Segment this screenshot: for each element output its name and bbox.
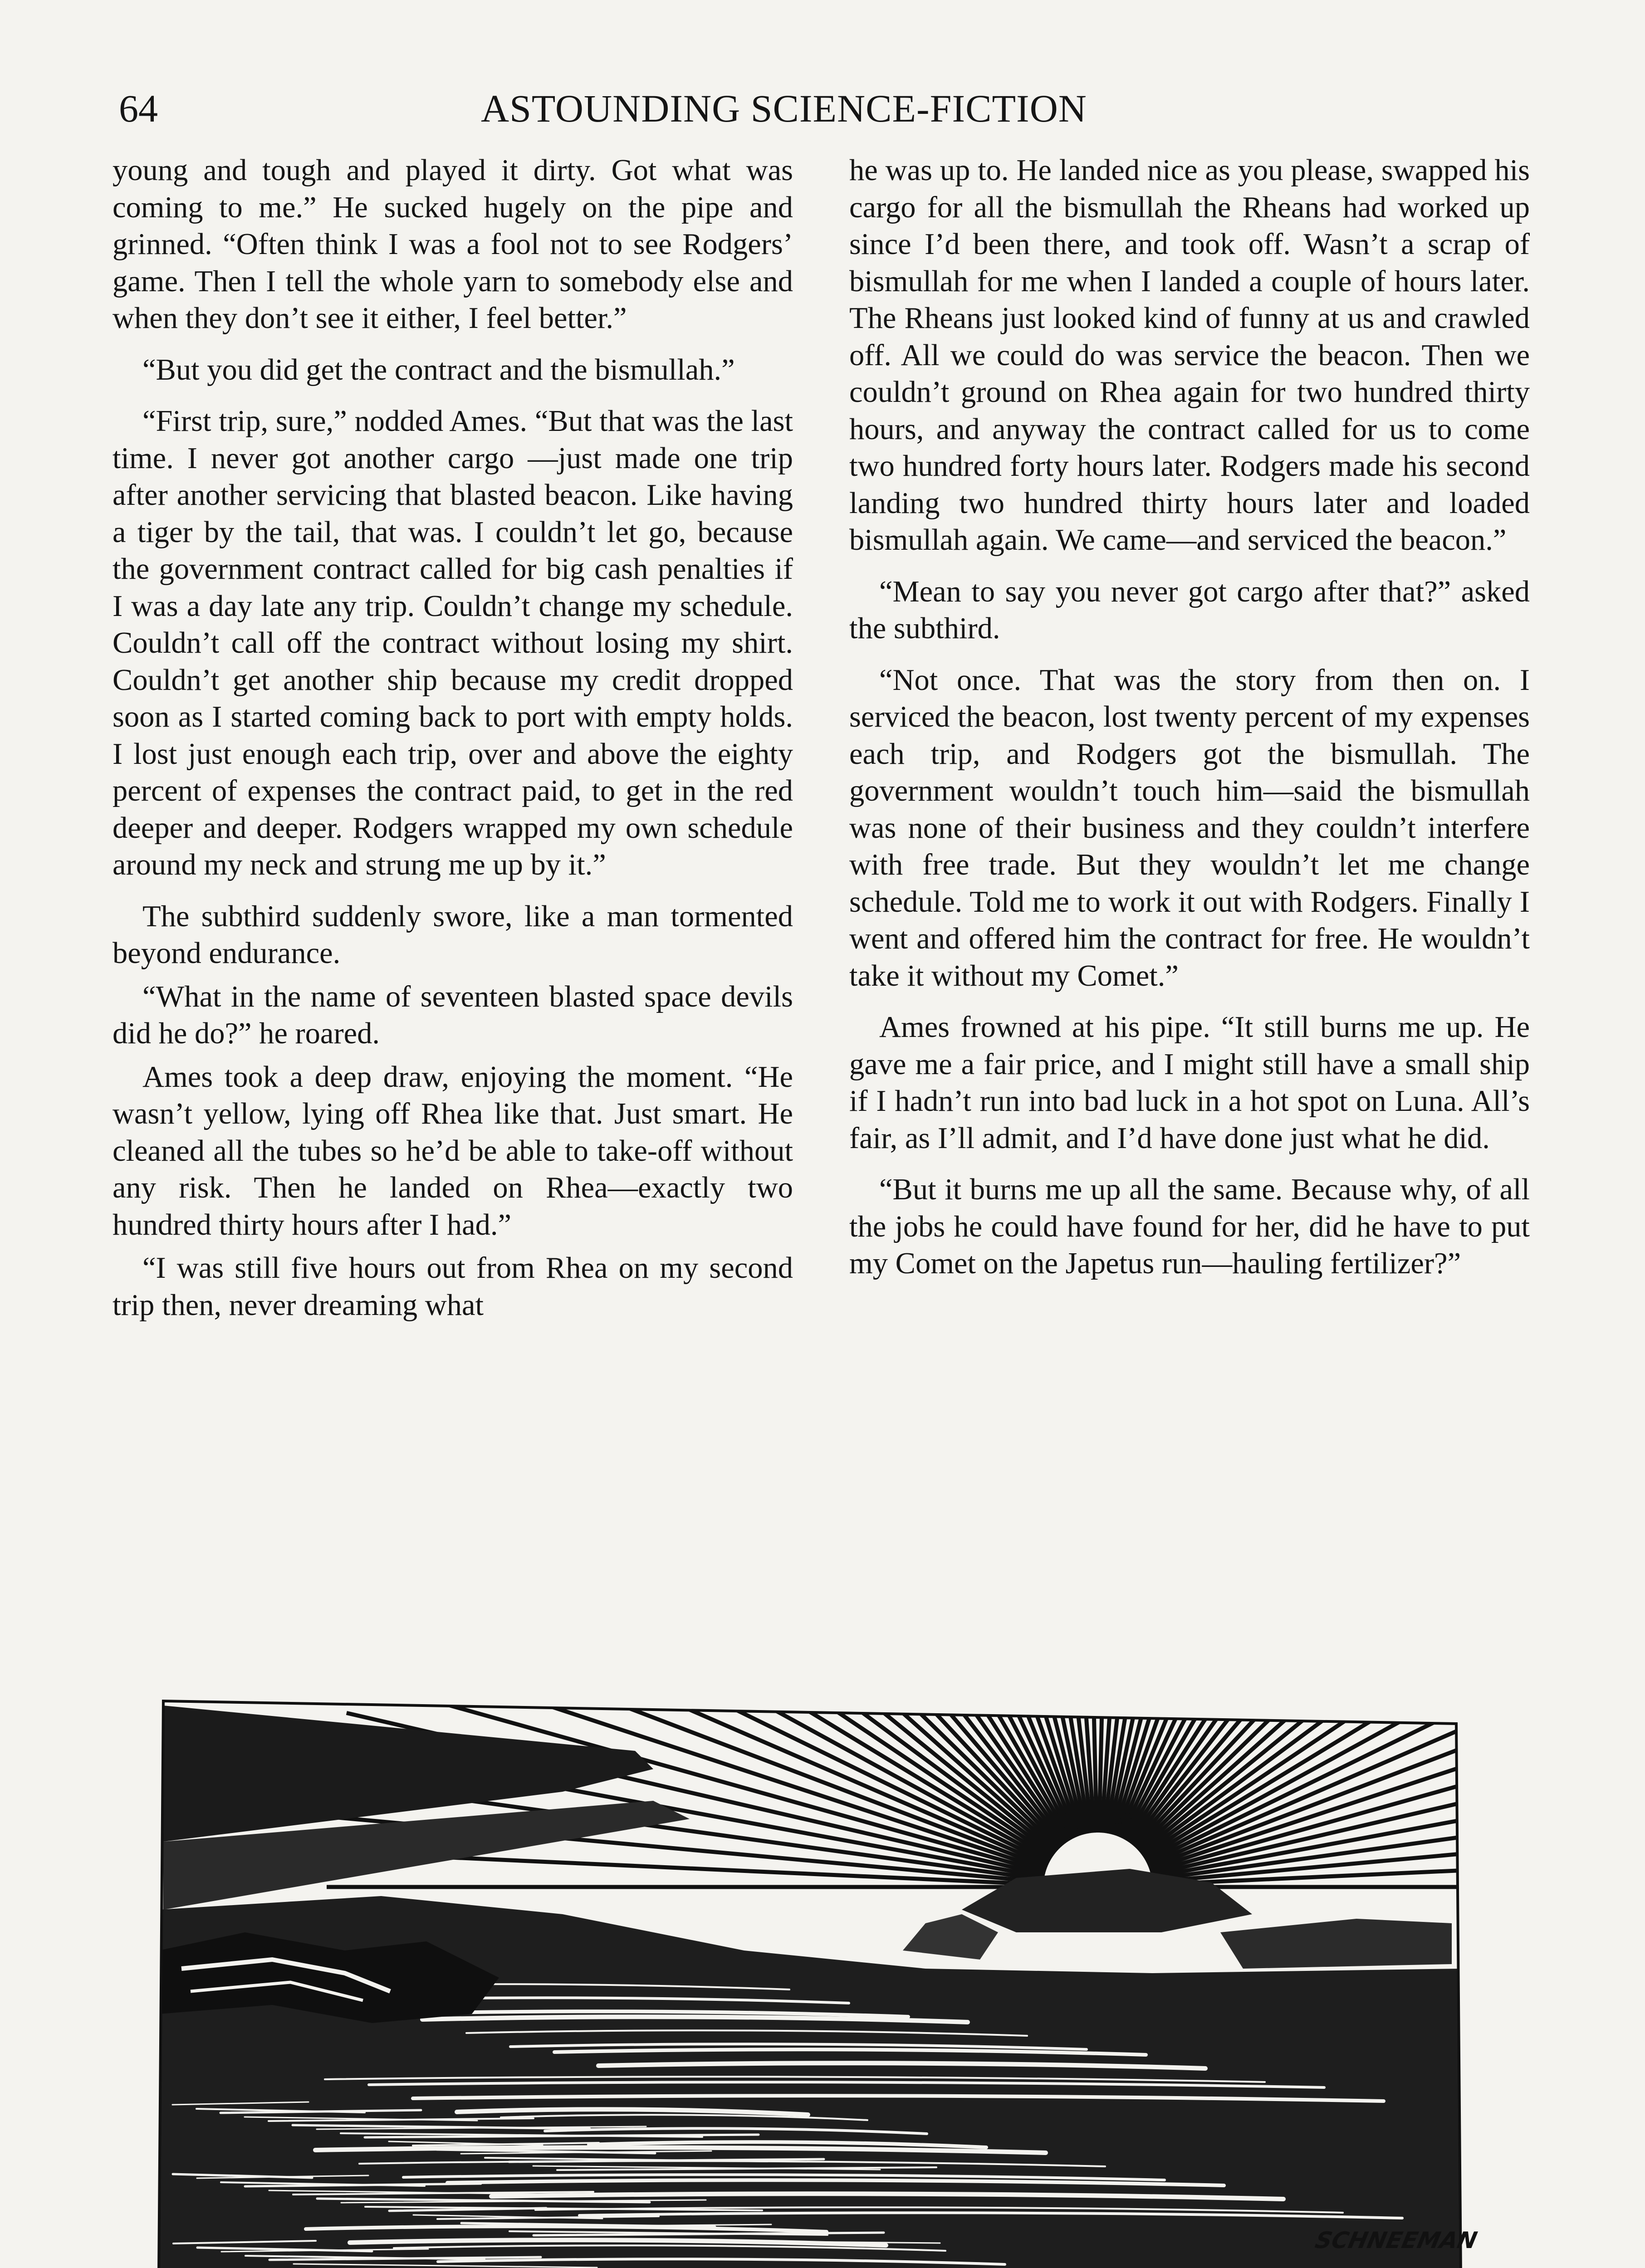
paragraph: “Mean to say you never got cargo after that?” asked the subthird. — [849, 575, 1530, 645]
left-column — [113, 152, 793, 1338]
paragraph: “I was still five hours out from Rhea on my second trip then, never dreaming what — [113, 1251, 793, 1322]
landscape-illustration — [154, 1696, 1465, 2268]
paragraph: “But it burns me up all the same. Because why, of all the jobs he could have found for her, did he have to put my Comet on the Japetus run—hauling fertilizer?” — [849, 1173, 1530, 1280]
paragraph: Ames took a deep draw, enjoying the moment. “He wasn’t yellow, lying off Rhea like that. Just smart. He cleaned all the tubes so he’d be able to take-off without any risk. Then he landed on Rhea—exactly two hundred thirty hours after I had.” — [113, 1060, 793, 1242]
illustration — [154, 1696, 1465, 2268]
paragraph: “But you did get the contract and the bismullah.” — [142, 353, 735, 386]
paragraph: “What in the name of seventeen blasted space devils did he do?” he roared. — [113, 980, 793, 1050]
artist-signature: SCHNEEMAN — [1312, 2227, 1480, 2253]
paragraph: “First trip, sure,” nodded Ames. “But that was the last time. I never got another cargo —just made one trip after another servicing that blasted beacon. Like having a tiger by the tail, that was. I couldn’t let go, because the government contract called for big cash penalties if I was a day late any trip. Couldn’t change my schedule. Couldn’t call off the contract without losing my shirt. Couldn’t get another ship because my credit dropped soon as I started coming back to port with empty holds. I lost just enough each trip, over and above the eighty percent of expenses the contract paid, to get in the red deeper and deeper. Rodgers wrapped my own schedule around my neck and strung me up by it.” — [113, 405, 793, 881]
right-column — [849, 152, 1530, 1297]
paragraph: he was up to. He landed nice as you please, swapped his cargo for all the bismullah the Rheans had worked up since I’d been there, and took off. Wasn’t a scrap of bismullah for me when I landed a couple of hours later. The Rheans just looked kind of funny at us and crawled off. All we could do was service the beacon. Then we couldn’t ground on Rhea again for two hundred thirty hours, and anyway the contract called for us to come two hundred forty hours later. Rodgers made his second landing two hundred thirty hours later and loaded bismullah again. We came—and serviced the beacon.” — [849, 154, 1530, 557]
paragraph: The subthird suddenly swore, like a man tormented beyond endurance. — [113, 899, 793, 970]
paragraph: young and tough and played it dirty. Got what was coming to me.” He sucked hugely on the pipe and grinned. “Often think I was a fool not to see Rodgers’ game. Then I tell the whole yarn to somebody else and when they don’t see it either, I feel better.” — [113, 154, 793, 335]
running-head: ASTOUNDING SCIENCE-FICTION — [481, 87, 1087, 130]
page-number: 64 — [119, 87, 158, 130]
paragraph: Ames frowned at his pipe. “It still burns me up. He gave me a fair price, and I might still have a small ship if I hadn’t run into bad luck in a hot spot on Luna. All’s fair, as I’ll admit, and I’d have done just what he did. — [849, 1011, 1530, 1155]
paragraph: “Not once. That was the story from then on. I serviced the beacon, lost twenty percent of my expenses each trip, and Rodgers got the bismullah. The government wouldn’t touch him—said the bismullah was none of their business and they couldn’t interfere with free trade. But they wouldn’t let me change schedule. Told me to work it out with Rodgers. Finally I went and offered him the contract for free. He wouldn’t take it without my Comet.” — [849, 663, 1530, 992]
